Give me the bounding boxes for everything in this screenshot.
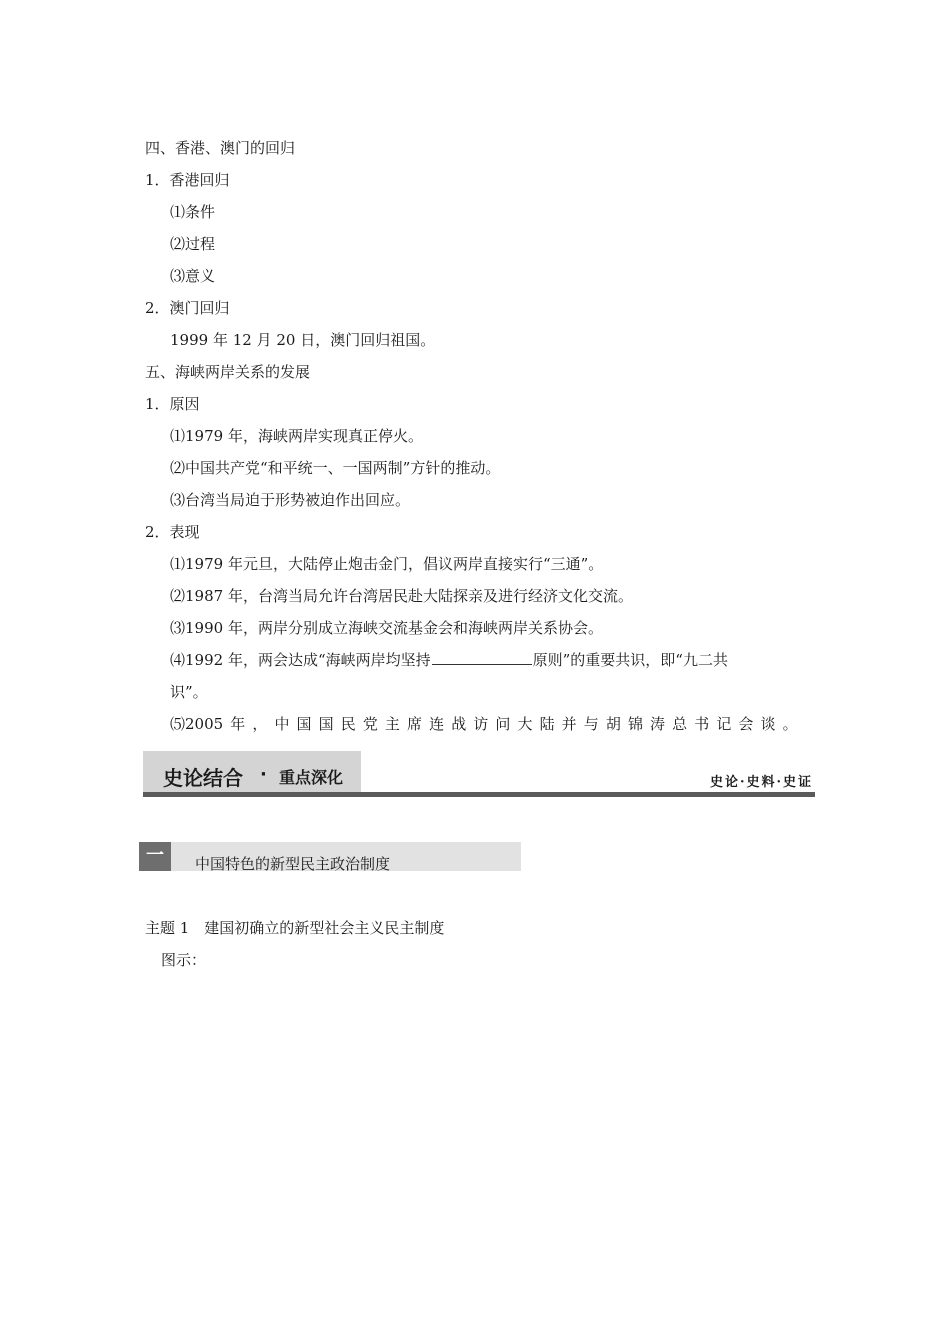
fill-in-blank — [432, 650, 532, 665]
hk-title: 1．香港回归 — [145, 171, 230, 189]
item5-word: 大 — [517, 715, 533, 733]
manifest-item-5 — [170, 714, 798, 734]
item5-word: 访 — [473, 715, 489, 733]
item5-word: 问 — [495, 715, 511, 733]
item5-word: 民 — [340, 715, 356, 733]
item5-word: 涛 — [650, 715, 666, 733]
manifest-item-4-cont: 识”。 — [170, 683, 208, 701]
item5-word: ， — [252, 715, 268, 733]
banner-title: 史论结合 — [163, 766, 243, 790]
item5-word: 书 — [694, 715, 710, 733]
section4-heading: 四、香港、澳门的回归 — [145, 139, 296, 157]
item5-word: 胡 — [605, 715, 621, 733]
hk-item-conditions: ⑴条件 — [170, 203, 216, 221]
cause-item: ⑶台湾当局迫于形势被迫作出回应。 — [170, 491, 411, 509]
item5-word: 连 — [429, 715, 445, 733]
item4-text-before: ⑷1992 年，两会达成“海峡两岸均坚持 — [170, 651, 431, 669]
banner-dot: · — [260, 764, 267, 785]
item5-word: 总 — [672, 715, 688, 733]
item4-text-after: 原则”的重要共识，即“九二共 — [532, 651, 728, 669]
item5-word: 战 — [451, 715, 467, 733]
item5-word: 与 — [583, 715, 599, 733]
item5-word: 年 — [230, 715, 246, 733]
item5-word: 中 — [274, 715, 290, 733]
item5-word: 谈 — [760, 715, 776, 733]
item5-word: 党 — [362, 715, 378, 733]
item5-word: 席 — [407, 715, 423, 733]
manifest-item-4 — [170, 650, 728, 670]
cause-item: ⑵中国共产党“和平统一、一国两制”方针的推动。 — [170, 459, 501, 477]
causes-title: 1．原因 — [145, 395, 200, 413]
macau-title: 2．澳门回归 — [145, 299, 230, 317]
manifest-item: ⑴1979 年元旦，大陆停止炮击金门，倡议两岸直接实行“三通”。 — [170, 555, 604, 573]
banner-right-label: 史论·史料·史证 — [709, 775, 813, 790]
item5-word: 会 — [738, 715, 754, 733]
item5-word: 国 — [296, 715, 312, 733]
banner-rule — [143, 792, 815, 797]
banner-subtitle: 重点深化 — [279, 768, 344, 787]
hk-item-significance: ⑶意义 — [170, 267, 216, 285]
theme-label: 图示： — [161, 951, 207, 969]
cause-item: ⑴1979 年，海峡两岸实现真正停火。 — [170, 427, 423, 445]
item5-word: 主 — [384, 715, 400, 733]
manifest-item: ⑵1987 年，台湾当局允许台湾居民赴大陆探亲及进行经济文化交流。 — [170, 587, 633, 605]
subheader-number: 一 — [139, 842, 171, 871]
item5-word: 记 — [716, 715, 732, 733]
item5-word: 锦 — [627, 715, 643, 733]
manifest-item: ⑶1990 年，两岸分别成立海峡交流基金会和海峡两岸关系协会。 — [170, 619, 603, 637]
section-banner — [143, 751, 815, 797]
section5-heading: 五、海峡两岸关系的发展 — [145, 363, 311, 381]
item5-word: 陆 — [539, 715, 555, 733]
subheader — [139, 842, 521, 871]
item5-word: 并 — [561, 715, 577, 733]
theme-title: 主题 1 建国初确立的新型社会主义民主制度 — [145, 919, 445, 937]
macau-text: 1999 年 12 月 20 日，澳门回归祖国。 — [170, 331, 436, 349]
manifest-title: 2．表现 — [145, 523, 200, 541]
item5-word: 。 — [782, 715, 798, 733]
item5-word: ⑸2005 — [170, 715, 224, 733]
item5-word: 国 — [318, 715, 334, 733]
subheader-text: 中国特色的新型民主政治制度 — [195, 855, 391, 873]
hk-item-process: ⑵过程 — [170, 235, 216, 253]
